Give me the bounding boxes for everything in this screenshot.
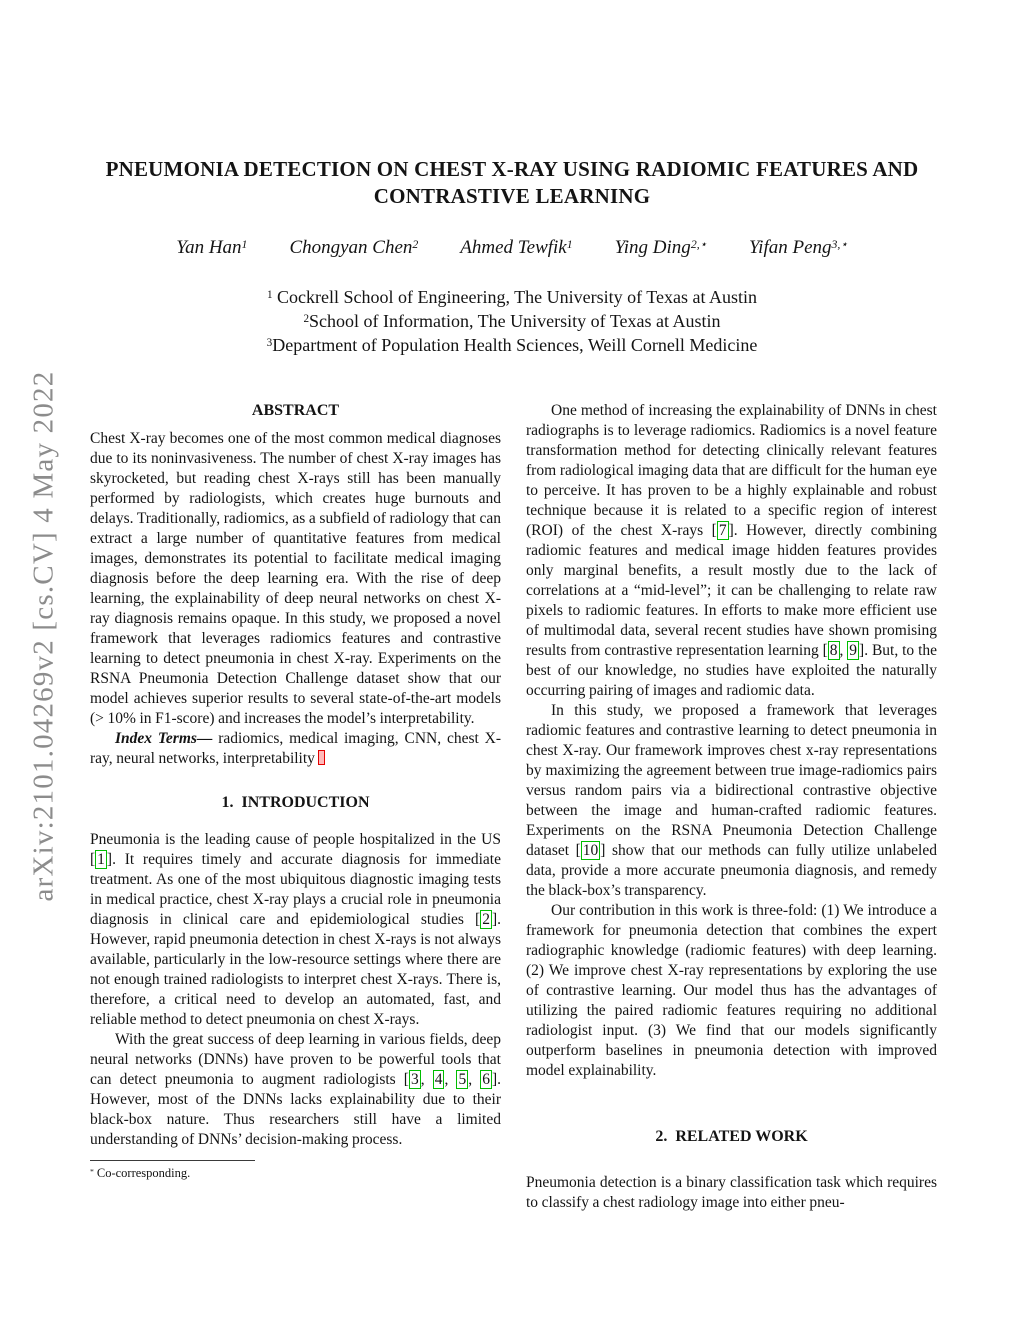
author [289, 237, 418, 259]
right-paragraph-2: In this study, we proposed a framework that leverages radiomic features and contrastive learning to detect pneumonia in chest X-ray. Our framework improves chest x-ray representations by maximizing the agreement between true image-radiomics pairs versus random pairs via a bidirectional contrastive objective between the image and human-crafted radiomic features. Experiments on the RSNA Pneumonia Detection Challenge dataset [ 10 ] show that our methods can fully utilize unlabeled data, provide a more accurate pneumonia diagnosis, and remedy the black-box’s transparency. [526, 702, 937, 899]
footnote-body: Co-corresponding. [96, 1166, 191, 1180]
citation-ref[interactable]: 9 [849, 642, 858, 659]
index-terms-text: radiomics, medical imaging, CNN, chest X-ray, neural networks, interpretability [90, 730, 501, 767]
author-name: Yifan Peng [749, 237, 832, 258]
affiliation-mark: 2 [303, 312, 310, 325]
citation-ref[interactable]: 10 [582, 842, 599, 859]
citation-ref[interactable]: 2 [482, 911, 490, 928]
author-name: Chongyan Chen [289, 237, 413, 258]
author [460, 237, 572, 259]
abstract-body: Chest X-ray becomes one of the most common medical diagnoses due to its noninvasiveness. The number of chest X-ray images has skyrocketed, but reading chest X-rays still has been manually performed by radiologists, which creates huge burnouts and delays. Traditionally, radiomics, as a subfield of radiology that can extract a large number of quantitative features from medical images, demonstrates its potential to facilitate medical imaging diagnosis before the deep learning era. With the rise of deep learning, the explainability of deep neural networks on chest X-ray diagnosis remains opaque. In this study, we proposed a novel framework that leverages radiomics features and contrastive learning to detect pneumonia in chest X-ray. Experiments on the RSNA Pneumonia Detection Challenge dataset show that our model achieves superior results to several state-of-the-art models (> 10% in F1-score) and increases the model’s interpretability. [90, 430, 501, 727]
citation-ref[interactable]: 7 [718, 522, 727, 539]
affiliation-text: Department of Population Health Sciences, Weill Cornell Medicine [272, 335, 758, 355]
affiliation-text: Cockrell School of Engineering, The University of Texas at Austin [272, 287, 758, 307]
index-terms-label: Index Terms— [115, 730, 213, 747]
author [176, 237, 247, 259]
footnote-marker: * [90, 1166, 94, 1176]
paper-header [0, 0, 1024, 357]
right-paragraph-1: One method of increasing the explainability of DNNs in chest radiographs is to leverage radiomics. Radiomics is a novel feature transformation method for detecting clinically relevant features from radiological imaging data that are difficult for the human eye to perceive. It has proven to be a highly explainable and robust technique because it is related to a specific region of interest (ROI) of the chest X-rays [ 7 ]. However, directly combining radiomic features and medical image hidden features provides only marginal benefits, a result mostly due to the lack of correlations at a “mid-level”; it can be challenging to relate raw pixels to radiomic features. In efforts to make more efficient use of multimodal data, several recent studies have shown promising results from contrastive representation learning [ 8 , 9 ]. But, to the best of our knowledge, no studies have exploited the naturally occurring pairing of images and radiomic data. [526, 402, 938, 699]
citation-ref[interactable]: 3 [410, 1071, 419, 1088]
right-column [526, 401, 937, 1213]
author-list [0, 237, 1024, 259]
arxiv-watermark: arXiv:2101.04269v2 [cs.CV] 4 May 2022 [27, 370, 60, 902]
citation-ref[interactable]: 8 [829, 642, 838, 659]
affiliation-list [0, 285, 1024, 357]
author-name: Ying Ding [614, 237, 691, 258]
section-heading-introduction: 1. INTRODUCTION [221, 794, 370, 811]
intro-paragraph-1: Pneumonia is the leading cause of people hospitalized in the US [ 1 ]. It requires timely and accurate diagnosis for immediate treatment. As one of the most ubiquitous diagnostic imaging tests in medical practice, chest X-ray plays a crucial role in pneumonia diagnosis in clinical care and epidemiological studies [ 2 ]. However, rapid pneumonia detection in chest X-rays is not always available, particularly in the low-resource settings where there are not enough trained radiologists to interpret chest X-rays. There is, therefore, a critical need to develop an automated, fast, and reliable method to detect pneumonia on chest X-rays. [90, 831, 501, 1028]
right-paragraph-3: Our contribution in this work is three-fold: (1) We introduce a framework for pneumonia detection that combines the expert radiographic knowledge (radiomic features) with deep learning. (2) We improve chest X-ray representations by exploring the use of contrastive learning. Our model thus has the advantages of utilizing the paired radiomic features requiring no additional radiologist input. (3) We find that our models significantly outperform baselines in pneumonia detection with improved model explainability. [526, 902, 937, 1079]
related-work-paragraph-1: Pneumonia detection is a binary classification task which requires to classify a chest radiology image into either pneu- [526, 1174, 937, 1211]
author-affiliation-mark: 2 [412, 237, 419, 251]
author-affiliation-mark: 2,⋆ [690, 237, 708, 251]
index-terms [90, 729, 501, 769]
affiliation-mark: 3 [266, 336, 273, 349]
author-affiliation-mark: 3,⋆ [831, 237, 848, 251]
left-column [90, 401, 501, 1213]
affiliation [0, 309, 1024, 333]
author-affiliation-mark: 1 [566, 237, 573, 251]
affiliation-mark: 1 [266, 288, 273, 301]
affiliation [0, 285, 1024, 309]
author [749, 237, 848, 259]
footnote-co-corresponding [90, 1165, 501, 1181]
author [615, 237, 707, 259]
affiliation [0, 333, 1024, 357]
two-column-body [0, 401, 1024, 1213]
paper-title-line2: CONTRASTIVE LEARNING [373, 184, 651, 208]
footnote [90, 1160, 501, 1181]
author-name: Ahmed Tewfik [460, 237, 567, 258]
citation-ref[interactable]: 5 [458, 1071, 467, 1088]
paper-title-line1: PNEUMONIA DETECTION ON CHEST X-RAY USING RADIOMIC FEATURES AND [105, 157, 919, 181]
author-name: Yan Han [176, 237, 242, 258]
footnote-rule [90, 1160, 255, 1161]
affiliation-text: School of Information, The University of Texas at Austin [309, 311, 721, 331]
citation-ref[interactable]: 6 [482, 1071, 490, 1088]
citation-ref[interactable]: 4 [434, 1071, 443, 1088]
author-affiliation-mark: 1 [241, 237, 248, 251]
annotation-marker [318, 750, 325, 765]
section-heading-related-work: 2. RELATED WORK [655, 1128, 808, 1145]
citation-ref[interactable]: 1 [97, 851, 105, 868]
abstract-heading: ABSTRACT [251, 402, 340, 419]
intro-paragraph-2: With the great success of deep learning in various fields, deep neural networks (DNNs) have proven to be powerful tools that can detect pneumonia to augment radiologists [ 3 , 4 , 5 , 6 ]. However, most of the DNNs lacks explainability due to their black-box nature. Thus researchers still have a limited understanding of DNNs’ decision-making process. [90, 1031, 502, 1148]
